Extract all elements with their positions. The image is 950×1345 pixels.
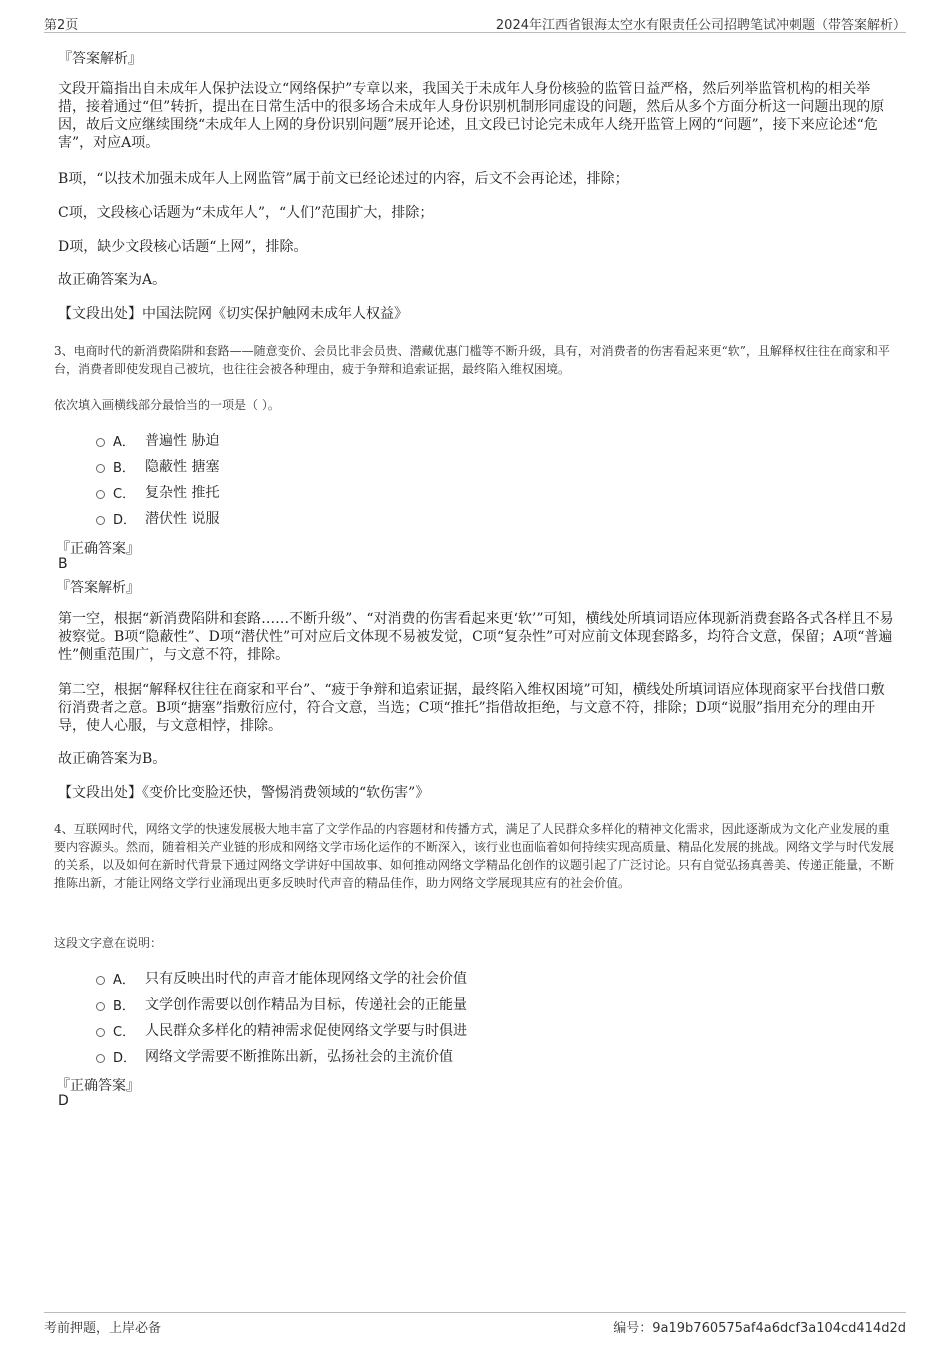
analysis-paragraph: D项，缺少文段核心话题“上网”，排除。: [58, 239, 308, 255]
analysis-tag: 『答案解析』: [58, 51, 142, 67]
option-b[interactable]: B． 文学创作需要以创作精品为目标，传递社会的正能量: [96, 994, 467, 1014]
correct-answer-tag: 『正确答案』: [56, 541, 140, 557]
radio-icon[interactable]: [96, 976, 105, 985]
page-header: [44, 12, 906, 33]
radio-icon[interactable]: [96, 516, 105, 525]
question-prompt: 这段文字意在说明：: [54, 936, 163, 950]
option-d[interactable]: D． 网络文学需要不断推陈出新，弘扬社会的主流价值: [96, 1046, 453, 1066]
correct-answer: D: [58, 1093, 69, 1109]
page-number: 第2页: [44, 18, 79, 33]
document-id: 编号：9a19b760575af4a6dcf3a104cd414d2d: [613, 1321, 906, 1336]
option-c[interactable]: C． 复杂性 推托: [96, 482, 219, 502]
radio-icon[interactable]: [96, 1002, 105, 1011]
correct-answer-tag: 『正确答案』: [56, 1078, 140, 1094]
option-a[interactable]: A． 普遍性 胁迫: [96, 430, 219, 450]
conclusion: 故正确答案为A。: [58, 272, 167, 288]
radio-icon[interactable]: [96, 1054, 105, 1063]
footer-slogan: 考前押题，上岸必备: [44, 1321, 162, 1336]
source-citation: 【文段出处】中国法院网《切实保护触网未成年人权益》: [58, 306, 408, 322]
source-citation: 【文段出处】《变价比变脸还快，警惕消费领域的“软伤害”》: [58, 785, 430, 801]
page-footer: [44, 1312, 906, 1335]
radio-icon[interactable]: [96, 1028, 105, 1037]
question-stem: 3、电商时代的新消费陷阱和套路——随意变价、会员比非会员贵、潜藏优惠门槛等不断升级，具有，对消费者的伤害看起来更“软”，且解释权往往在商家和平台，消费者即使发现自己被坑，也往往会被各种理由，疲于争辩和追索证据，最终陷入维权困境。: [54, 344, 890, 376]
radio-icon[interactable]: [96, 490, 105, 499]
analysis-paragraph: 文段开篇指出自未成年人保护法设立“网络保护”专章以来，我国关于未成年人身份核验的监管日益严格，然后列举监管机构的相关举措，接着通过“但”转折，提出在日常生活中的很多场合未成年人身份识别机制形同虚设的问题，然后从多个方面分析这一问题出现的原因，故后文应继续围绕“未成年人上网的身份识别问题”展开论述，且文段已讨论完未成年人绕开监管上网的“问题”，接下来应论述“危害”，对应A项。: [58, 81, 885, 151]
question-stem: 4、互联网时代，网络文学的快速发展极大地丰富了文学作品的内容题材和传播方式，满足了人民群众多样化的精神文化需求，因此逐渐成为文化产业发展的重要内容源头。然而，随着相关产业链的形成和网络文学市场化运作的不断深入，该行业也面临着如何持续实现高质量、精品化发展的挑战。网络文学与时代发展的关系，以及如何在新时代背景下通过网络文学讲好中国故事、如何推动网络文学精品化创作的议题引起了广泛讨论。只有自觉弘扬真善美、传递正能量，不断推陈出新，才能让网络文学行业涌现出更多反映时代声音的精品佳作，助力网络文学展现其应有的社会价值。: [54, 822, 895, 890]
analysis-tag: 『答案解析』: [56, 580, 140, 596]
analysis-paragraph: C项，文段核心话题为“未成年人”，“人们”范围扩大，排除；: [58, 205, 434, 221]
question-prompt: 依次填入画横线部分最恰当的一项是（ ）。: [54, 398, 280, 412]
correct-answer: B: [58, 556, 68, 572]
option-c[interactable]: C． 人民群众多样化的精神需求促使网络文学要与时俱进: [96, 1020, 467, 1040]
option-b[interactable]: B． 隐蔽性 搪塞: [96, 456, 219, 476]
conclusion: 故正确答案为B。: [58, 751, 167, 767]
option-d[interactable]: D． 潜伏性 说服: [96, 508, 219, 528]
analysis-paragraph: B项，“以技术加强未成年人上网监管”属于前文已经论述过的内容，后文不会再论述，排除；: [58, 171, 629, 187]
analysis-paragraph: 第二空，根据“解释权往往在商家和平台”、“疲于争辩和追索证据，最终陷入维权困境”可知，横线处所填词语应体现商家平台找借口敷衍消费者之意。B项“搪塞”指敷衍应付，符合文意，当选；C项“推托”指借故拒绝，与文意不符，排除；D项“说服”指用充分的理由开导，使人心服，与文意相悖，排除。: [58, 682, 885, 734]
document-title: 2024年江西省银海太空水有限责任公司招聘笔试冲刺题（带答案解析）: [495, 18, 906, 33]
radio-icon[interactable]: [96, 464, 105, 473]
analysis-paragraph: 第一空，根据“新消费陷阱和套路……不断升级”、“对消费的伤害看起来更‘软’”可知，横线处所填词语应体现新消费套路各式各样且不易被察觉。B项“隐蔽性”、D项“潜伏性”可对应后文体现不易被发觉，C项“复杂性”可对应前文体现套路多，均符合文意，保留；A项“普遍性”侧重范围广，与文意不符，排除。: [58, 611, 894, 663]
radio-icon[interactable]: [96, 438, 105, 447]
option-a[interactable]: A． 只有反映出时代的声音才能体现网络文学的社会价值: [96, 968, 467, 988]
